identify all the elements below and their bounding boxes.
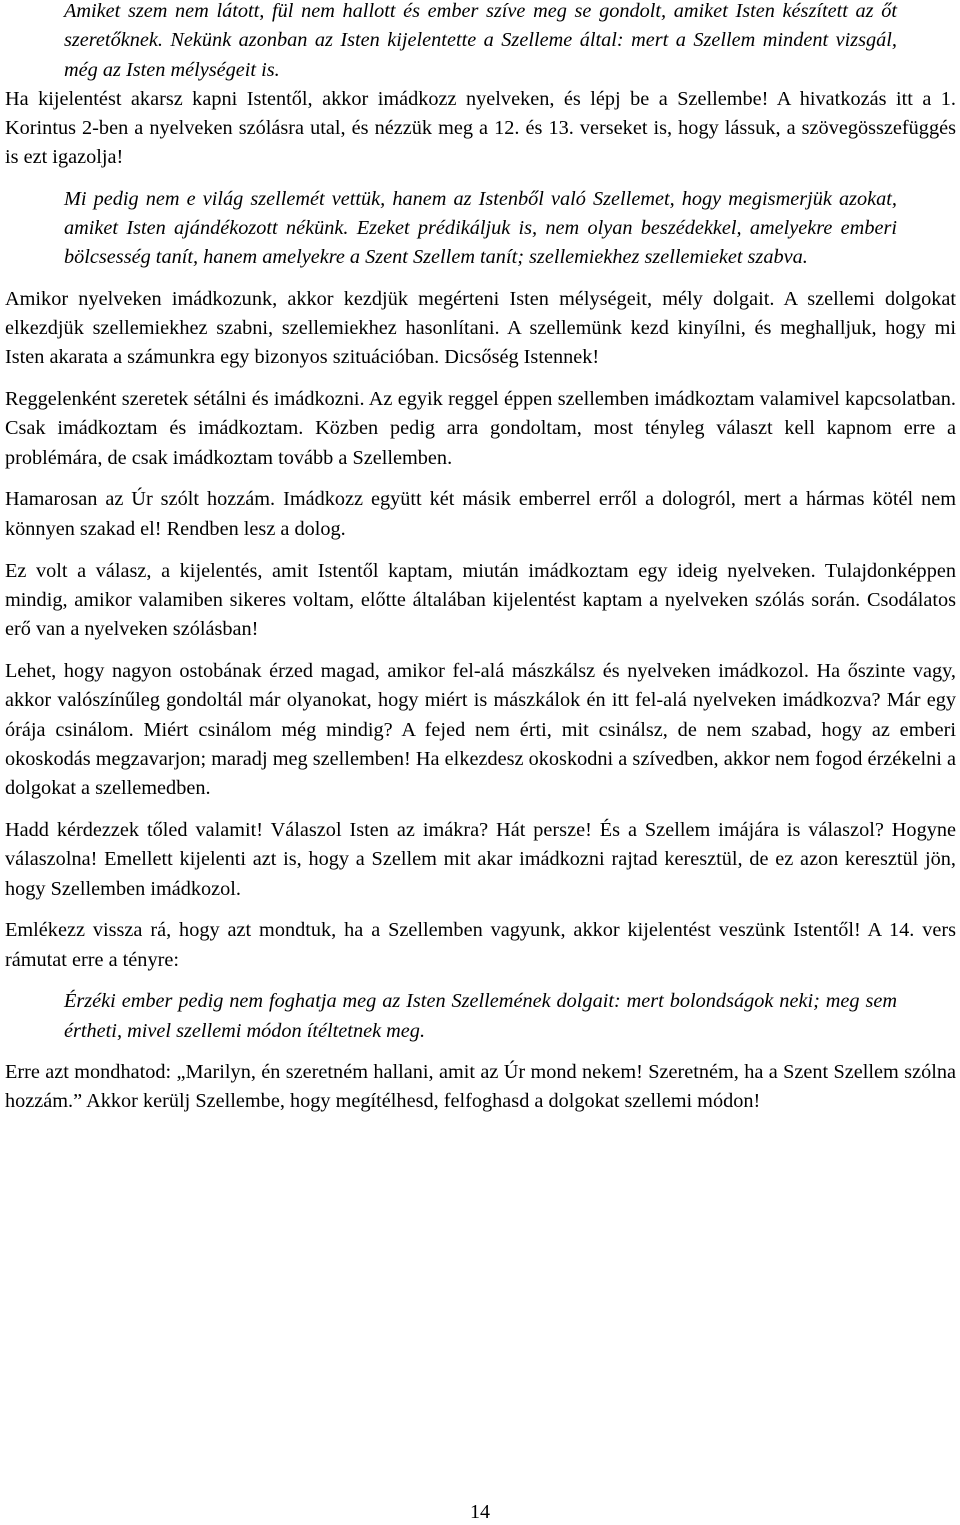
body-paragraph-5: Ez volt a válasz, a kijelentés, amit Istentől kaptam, miután imádkoztam egy ideig nyelveken. Tulajdonképpen mindig, amikor valamiben sikeres voltam, előtte általában kijelentést kaptam a nyelveken szólás során. Csodálatos erő van a nyelveken szólásban! <box>5 559 956 641</box>
body-paragraph-4: Hamarosan az Úr szólt hozzám. Imádkozz együtt két másik emberrel erről a dologról, mert a hármas kötél nem könnyen szakad el! Rendben lesz a dolog. <box>5 488 956 540</box>
body-paragraph-8: Emlékezz vissza rá, hogy azt mondtuk, ha a Szellemben vagyunk, akkor kijelentést veszünk Istentől! A 14. vers rámutat erre a tényre: <box>5 919 956 971</box>
page-content <box>5 0 956 1117</box>
body-paragraph-3: Reggelenként szeretek sétálni és imádkozni. Az egyik reggel éppen szellemben imádkoztam valamivel kapcsolatban. Csak imádkoztam és imádkoztam. Közben pedig arra gondoltam, most tényleg választ kell kapnom erre a problémára, de csak imádkoztam tovább a Szellemben. <box>5 388 956 469</box>
body-paragraph-2: Amikor nyelveken imádkozunk, akkor kezdjük megérteni Isten mélységeit, mély dolgait. A szellemi dolgokat elkezdjük szellemiekhez szabni, szellemiekhez hasonlítani. A szellemünk kezd kinyílni, és meghalljuk, hogy mi Isten akarata a számunkra egy bizonyos szituációban. Dicsőség Istennek! <box>5 287 956 369</box>
body-paragraph-1: Ha kijelentést akarsz kapni Istentől, akkor imádkozz nyelveken, és lépj be a Szellembe! A hivatkozás itt a 1. Korintus 2-ben a nyelveken szólásra utal, és nézzük meg a 12. és 13. verseket is, hogy lássuk, a szövegösszefüggés is ezt igazolja! <box>5 87 956 169</box>
scripture-quote-1: Amiket szem nem látott, fül nem hallott és ember szíve meg se gondolt, amiket Isten készített az őt szeretőknek. Nekünk azonban az Isten kijelentette a Szelleme által: mert a Szellem mindent vizsgál, még az Isten mélységeit is. <box>64 0 897 81</box>
body-paragraph-6: Lehet, hogy nagyon ostobának érzed magad, amikor fel-alá mászkálsz és nyelveken imádkozol. Ha őszinte vagy, akkor valószínűleg gondoltál már olyanokat, hogy miért is mászkálok én itt fel-alá nyelveken imádkozva? Már egy órája csinálom. Miért csinálom még mindig? A fejed nem érti, mit csinálsz, de nem szabad, hogy az emberi okoskodás megzavarjon; maradj meg szellemben! Ha elkezdesz okoskodni a szívedben, akkor nem fogod érzékelni a dolgokat a szellemedben. <box>5 659 956 800</box>
body-paragraph-9: Erre azt mondhatod: „Marilyn, én szeretném hallani, amit az Úr mond nekem! Szeretném, ha a Szent Szellem szólna hozzám.” Akkor kerülj Szellembe, hogy megítélhesd, felfoghasd a dolgokat szellemi módon! <box>5 1061 956 1113</box>
page-number: 14 <box>470 1501 490 1523</box>
body-paragraph-7: Hadd kérdezzek tőled valamit! Válaszol Isten az imákra? Hát persze! És a Szellem imájára is válaszol? Hogyne válaszolna! Emellett kijelenti azt is, hogy a Szellem mit akar imádkozni rajtad keresztül, de ez azon keresztül jön, hogy Szellemben imádkozol. <box>5 818 956 900</box>
scripture-quote-2: Mi pedig nem e világ szellemét vettük, hanem az Istenből való Szellemet, hogy megismerjük azokat, amiket Isten ajándékozott nékünk. Ezeket prédikáljuk is, nem olyan beszédekkel, amelyekre emberi bölcsesség tanít, hanem amelyekre a Szent Szellem tanít; szellemiekhez szellemieket szabva. <box>64 187 897 269</box>
scripture-quote-3: Érzéki ember pedig nem foghatja meg az Isten Szellemének dolgait: mert bolondságok neki; meg sem értheti, mivel szellemi módon ítéltetnek meg. <box>64 990 897 1042</box>
